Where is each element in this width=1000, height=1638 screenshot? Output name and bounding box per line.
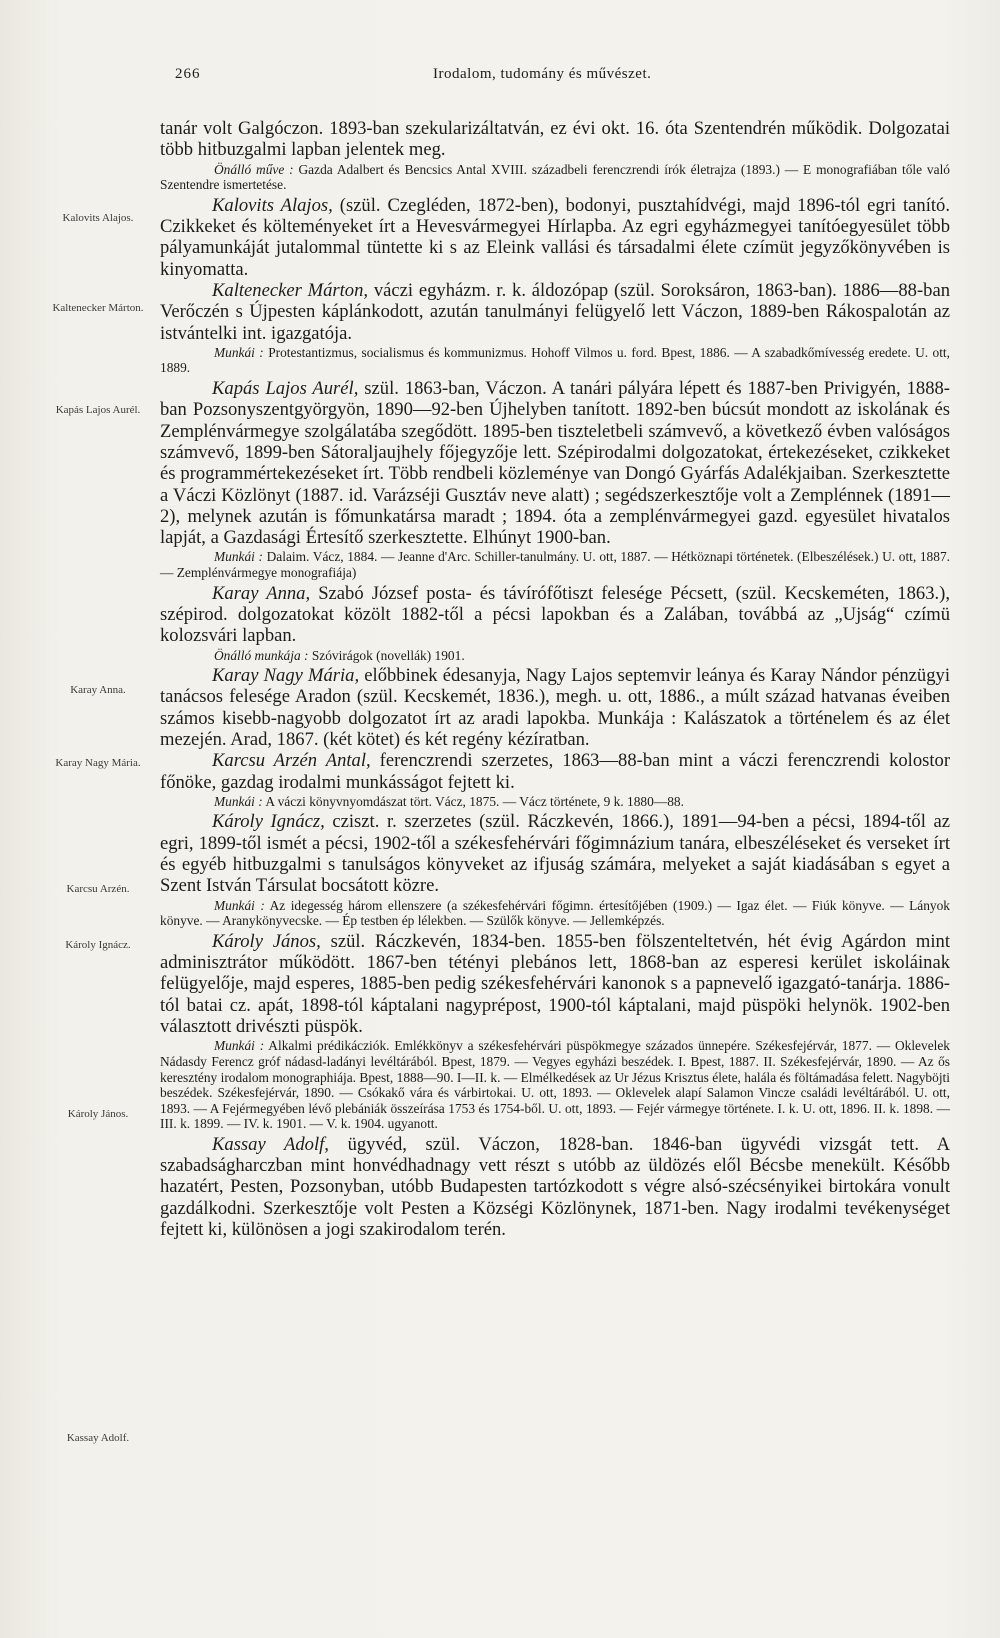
page-header <box>0 66 1000 90</box>
entry-kassay <box>160 1134 950 1240</box>
works-label: Munkái : <box>214 549 263 565</box>
margin-note-kalovits: Kalovits Alajos. <box>62 212 134 224</box>
works-text: Dalaim. Vácz, 1884. — Jeanne d'Arc. Schiller-tanulmány. U. ott, 1887. — Hétköznapi történetek. (Elbeszélések.) U. ott, 1887. — Zemplénvármegye monografiája) <box>160 549 950 581</box>
entry-name: Kapás Lajos Aurél, <box>212 378 359 400</box>
works-label: Munkái : <box>214 897 265 913</box>
works-text: Gazda Adalbert és Bencsics Antal XVIII. századbeli ferenczrendi írók életrajza (1893.) — E monografiában tőle való Szentendre ismertetése. <box>160 161 950 193</box>
works-label: Önálló munkája : <box>214 647 309 663</box>
margin-note-karoly-ignacz: Károly Ignácz. <box>65 939 131 951</box>
entry-karay-anna-works <box>160 648 950 664</box>
entry-karoly-janos-works <box>160 1038 950 1132</box>
entry-name: Kalovits Alajos, <box>212 194 333 216</box>
margin-note-kaltenecker: Kaltenecker Márton. <box>52 302 144 314</box>
works-text: Alkalmi prédikácziók. Emlékkönyv a székesfehérvári püspökmegye százados ünnepére. Székesfejérvár, 1877. — Oklevelek Nádasdy Ferencz gróf nádasd-ladányi levéltárából. Bpest, 1879. — Vegyes egyházi beszédek. I. Bpest, 1887. II. Székesfejérvár, 1890. — Az ős keresztény irodalom monographiája. Bpest, 1888—90. I—II. k. — Elmélkedések az Ur Jézus Krisztus élete, halála és föltámadása felett. Nagyböjti beszédek. Székesfejérvár, 1890. — Csókakő vára és várbirtokai. U. ott, 1893. — Oklevelek alapí Salamon Vincze családi levéltárából. U. ott, 1893. — A Fejérmegyében lévő plebániák összeírása 1753 és 1754-ből. U. ott, 1893. — Fejér vármegye története. I. k. U. ott, 1896. II. k. 1898. — III. k. 1899. — IV. k. 1901. — V. k. 1904. ugyanott. <box>160 1038 950 1132</box>
entry-karcsu <box>160 750 950 793</box>
entry-name: Karcsu Arzén Antal, <box>212 750 371 772</box>
entry-karcsu-works <box>160 794 950 810</box>
entry-intro-works <box>160 162 950 193</box>
margin-note-karcsu: Karcsu Arzén. <box>66 883 130 895</box>
works-label: Munkái : <box>214 344 264 360</box>
entry-text: előbbinek édesanyja, Nagy Lajos septemvir leánya és Karay Nándor pénzügyi tanácsos felesége Aradon (szül. Kecskemét, 1836.), megh. u. ott, 1886., a múlt század hatvanas éveiben számos kisebb-nagyobb dolgozatot írt az aradi lapokba. Munkája : Kalászatok a történelem és az élet mezején. Arad, 1867. (két kötet) és két regény kézíratban. <box>160 665 950 750</box>
works-label: Munkái : <box>214 1038 265 1054</box>
margin-note-kapas: Kapás Lajos Aurél. <box>55 404 141 416</box>
works-label: Önálló műve : <box>214 161 294 177</box>
entry-karoly-ignacz-works <box>160 898 950 929</box>
entry-text: szül. Ráczkevén, 1834-ben. 1855-ben fölszenteltetvén, hét évig Agárdon mint adminisztrátor működött. 1867-ben tétényi plebános lett, 1868-ban az esperesi kerület iskoláinak felügyelője, majd esperes, 1885-ben pedig székesfehérvári kanonok s a papnevelő igazgató-tanárja. 1886-tól batai cz. apát, 1898-tól káptalani nagyprépost, 1900-tól káptalani, majd püspöki helynök. 1902-ben választott drivészti püspök. <box>160 930 950 1038</box>
works-text: A váczi könyvnyomdászat tört. Vácz, 1875. — Vácz története, 9 k. 1880—88. <box>265 793 684 809</box>
margin-note-karay-anna: Karay Anna. <box>70 684 126 696</box>
entry-karay-nagy <box>160 665 950 750</box>
running-title: Irodalom, tudomány és művészet. <box>433 66 652 82</box>
entry-kapas <box>160 378 950 548</box>
entry-text: (szül. Czegléden, 1872-ben), bodonyi, pusztahídvégi, majd 1896-tól egri tanító. Czikkeket és költeményeket írt a Hevesvármegyei Hírlapba. Az egri egyházmegyei tanítóegyesület több pályamunkáját jutalommal tüntette ki s az Eleink vallási és társadalmi élete czímüt jegyzőkönyvében is kinyomatta. <box>160 194 950 280</box>
entry-name: Karay Nagy Mária, <box>212 665 360 687</box>
margin-note-kassay: Kassay Adolf. <box>66 1432 130 1444</box>
works-text: Protestantizmus, socialismus és kommunizmus. Hohoff Vilmos u. ford. Bpest, 1886. — A szabadkőmívesség eredete. U. ott, 1889. <box>160 344 950 376</box>
entry-kaltenecker <box>160 280 950 344</box>
entry-text: szül. 1863-ban, Váczon. A tanári pályára lépett és 1887-ben Privigyén, 1888-ban Pozsonyszentgyörgyön, 1890—92-ben Újhelyben tanított. 1892-ben búcsút mondott az iskolának és Zemplénvármegye szolgálatába szegődött. 1895-ben tiszteletbeli számvevő, a következő évben valóságos számvevő, 1899-ben Sátoraljaujhely főjegyzője lett. Szépirodalmi dolgozatokat, értekezéseket, czikkeket és programmértekezéseket írt. Több rendbeli közleménye van Dongó Gyárfás Adalékjaiban. Szerkesztette a Váczi Közlönyt (1887. id. Varázséji Gusztáv neve alatt) ; segédszerkesztője volt a Zemplénnek (1891—2), melynek azután is főmunkatársa maradt ; 1894. óta a zemplénvármegyei gazd. egyesület hivatalos lapját, a Gazdasági Értesítő szerkesztette. Elhúnyt 1900-ban. <box>160 378 950 549</box>
entry-text: Szabó József posta- és távírófőtiszt felesége Pécsett, (szül. Kecskeméten, 1863.), szépirod. dolgozatokat közölt 1882-től a pécsi lapokban és a Zalában, továbbá az „Ujság“ czímü kolozsvári lapban. <box>160 582 950 647</box>
works-text: Szóvirágok (novellák) 1901. <box>311 647 465 663</box>
works-text: Az idegesség három ellenszere (a székesfehérvári főgimn. értesítőjében (1909.) — Igaz élet. — Fiúk könyve. — Lányok könyve. — Aranykönyvecske. — Ép testben ép lélekben. — Szülők könyve. — Jellemképzés. <box>160 897 951 929</box>
entry-name: Kaltenecker Márton, <box>212 279 369 301</box>
entry-name: Karay Anna, <box>212 582 311 604</box>
works-label: Munkái : <box>214 793 263 809</box>
entry-karoly-janos <box>160 931 950 1037</box>
entry-kaltenecker-works <box>160 345 950 376</box>
entry-name: Károly Ignácz, <box>212 811 325 833</box>
page-body <box>160 118 950 1240</box>
entry-text: ferenczrendi szerzetes, 1863—88-ban mint a váczi ferenczrendi kolostor főnöke, gazdag irodalmi munkásságot fejtett ki. <box>160 750 951 793</box>
entry-name: Kassay Adolf, <box>212 1133 329 1155</box>
entry-text: ügyvéd, szül. Váczon, 1828-ban. 1846-ban ügyvédi vizsgát tett. A szabadságharczban mint honvédhadnagy vett részt s utóbb az üldözés elől Bécsbe menekült. Később hazatért, Pesten, Pozsonyban, utóbb Budapesten tartózkodott s végre alsó-szécsényikei birtokára vonult gazdálkodni. Szerkesztője volt Pesten a Községi Közlönynek, 1871-ben. Nagy irodalmi tevékenységet fejtett ki, különösen a jogi szakirodalom terén. <box>160 1133 950 1241</box>
entry-kapas-works <box>160 549 950 580</box>
entry-text: váczi egyházm. r. k. áldozópap (szül. Soroksáron, 1863-ban). 1886—88-ban Verőczén s Újpesten káplánkodott, azután tanulmányi felügyelő lett Váczon, 1889-ben Rákospalotán az istvántelki int. igazgatója. <box>160 279 950 344</box>
entry-name: Károly János, <box>212 930 321 952</box>
entry-text: cziszt. r. szerzetes (szül. Ráczkevén, 1866.), 1891—94-ben a pécsi, 1894-től az egri, 1899-től ismét a pécsi, 1902-től a székesfehérvári főgimnázium tanára, elbeszéléseket és verseket írt és egyéb hitbuzgalmi s tanulságos könyveket az ifjuság számára, melyeket a saját kiadásában s egyet a Szent István Társulat bocsátott közre. <box>160 811 950 897</box>
margin-note-karoly-janos: Károly János. <box>67 1108 129 1120</box>
entry-kalovits <box>160 195 950 280</box>
entry-karay-anna <box>160 583 950 647</box>
margin-note-karay-nagy: Karay Nagy Mária. <box>55 757 141 769</box>
entry-karoly-ignacz <box>160 811 950 896</box>
page-number: 266 <box>175 66 201 82</box>
entry-intro-text: tanár volt Galgóczon. 1893-ban szekularizáltatván, ez évi okt. 16. óta Szentendrén működik. Dolgozatai több hitbuzgalmi lapban jelentek meg. <box>160 118 950 161</box>
